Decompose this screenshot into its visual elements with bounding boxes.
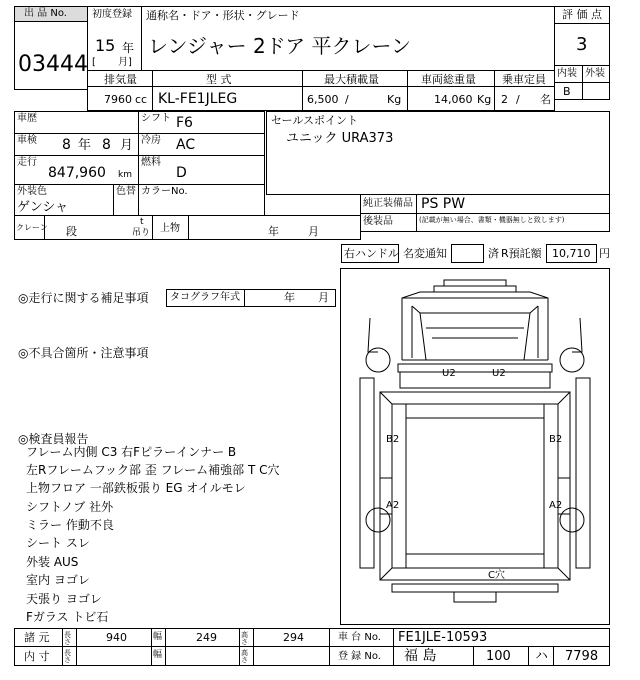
- dims-row: [14, 628, 610, 647]
- damage-mark-a2-left: A2: [386, 500, 400, 511]
- history-label: 車歴: [17, 113, 37, 124]
- interior-height-label: 高さ: [241, 649, 248, 664]
- capacity: 2: [501, 93, 508, 106]
- first-reg-month-open: [: [92, 57, 96, 68]
- first-reg-label: 初度登録: [92, 9, 132, 20]
- first-reg-year: 15: [95, 36, 116, 55]
- reg-kana: ハ: [535, 649, 549, 664]
- recycle-label: R預託額: [501, 247, 542, 260]
- capacity-unit: 名: [540, 93, 551, 106]
- displacement-label: 排気量: [104, 73, 137, 86]
- color-no-label: カラーNo.: [141, 186, 188, 197]
- recycle-amount: 10,710: [552, 247, 591, 260]
- interior-dims-row: [14, 646, 610, 666]
- max-load: 6,500: [307, 93, 339, 106]
- tacho-label: タコグラフ年式: [170, 292, 240, 303]
- inspection-label: 車検: [17, 135, 37, 146]
- ac-label: 冷房: [141, 135, 161, 146]
- damage-mark-c-hole: C穴: [488, 570, 505, 581]
- damage-mark-u2-left: U2: [442, 368, 456, 379]
- right-hand-label: 右ハンドル: [344, 247, 399, 260]
- report-line: 天張り ヨゴレ: [26, 592, 102, 606]
- interior-width-label: 幅: [153, 650, 163, 660]
- model-label: 通称名・ドア・形状・グレード: [146, 9, 300, 22]
- damage-mark-b2-left: B2: [386, 434, 400, 445]
- displacement-unit: cc: [135, 93, 148, 106]
- reg-number: 7798: [565, 649, 599, 664]
- capacity-sep: /: [516, 93, 520, 106]
- fuel-value: D: [176, 165, 187, 181]
- interior-length-label: 長さ: [64, 649, 71, 664]
- lot-no-label: 出 品 No.: [24, 8, 67, 19]
- bed-year-unit: 年: [268, 225, 279, 238]
- height-label: 高さ: [241, 631, 248, 646]
- interior-grade: B: [563, 85, 571, 98]
- length-value: 940: [106, 631, 127, 644]
- tacho-year-unit: 年: [284, 291, 295, 304]
- report-line: 室内 ヨゴレ: [26, 573, 90, 587]
- bed-label: 上物: [160, 223, 180, 234]
- type-label: 型 式: [206, 73, 232, 86]
- report-line: ミラー 作動不良: [26, 518, 114, 532]
- inspection-year: 8: [62, 137, 71, 153]
- width-label: 幅: [153, 632, 163, 642]
- sales-point-label: セールスポイント: [271, 114, 359, 127]
- color-value: ゲンシャ: [17, 200, 69, 215]
- shift-label: シフト: [141, 113, 171, 124]
- max-load-sep: /: [345, 93, 349, 106]
- shift-value: F6: [176, 115, 193, 131]
- capacity-label: 乗車定員: [502, 73, 546, 86]
- color-label: 外装色: [17, 186, 47, 197]
- model-type: KL-FE1JLEG: [158, 91, 238, 107]
- recycle-unit: 円: [599, 247, 610, 260]
- interior-dims-label: 内 寸: [24, 650, 50, 663]
- damage-mark-u2-right: U2: [492, 368, 506, 379]
- ac-value: AC: [176, 137, 196, 153]
- first-reg-year-unit: 年: [122, 41, 135, 55]
- gross-weight-unit: Kg: [477, 93, 492, 106]
- reg-label: 登 録 No.: [338, 651, 381, 662]
- dims-label: 諸 元: [24, 631, 50, 644]
- mileage-label: 走行: [17, 157, 37, 168]
- crane-stage: 段: [66, 225, 77, 238]
- report-line: 外装 AUS: [26, 555, 79, 569]
- width-value: 249: [196, 631, 217, 644]
- reg-class: 100: [486, 649, 511, 664]
- sales-point-value: ユニック URA373: [286, 131, 394, 146]
- gross-weight: 14,060: [434, 93, 473, 106]
- inspection-month-unit: 月: [120, 138, 134, 153]
- name-change-label: 名変通知: [403, 247, 447, 260]
- height-value: 294: [283, 631, 304, 644]
- crane-label: クレーン: [16, 223, 48, 232]
- report-line: シフトノブ 社外: [26, 500, 114, 514]
- lot-no: 03444: [18, 52, 88, 77]
- score-label: 評 価 点: [562, 8, 602, 21]
- aftermarket-note: (記載が無い場合、書類・機器無しと致します): [419, 216, 565, 224]
- report-line: Fガラス トビ石: [26, 610, 109, 624]
- vehicle-damage-diagram: [340, 268, 610, 625]
- factory-equip-value: PS PW: [421, 196, 466, 212]
- gross-weight-label: 車両総重量: [421, 73, 476, 86]
- crane-lift: 吊り: [132, 228, 151, 238]
- color-change-label: 色替: [116, 186, 136, 197]
- factory-equip-label: 純正装備品: [363, 198, 413, 209]
- report-line: 左Rフレームフック部 歪 フレーム補強部 T C穴: [26, 463, 280, 477]
- name-change-box: [451, 244, 484, 263]
- crane-ton: t: [140, 217, 144, 227]
- reg-place: 福 島: [404, 648, 437, 664]
- damage-mark-b2-right: B2: [549, 434, 563, 445]
- chassis-label: 車 台 No.: [338, 632, 381, 643]
- report-line: シート スレ: [26, 536, 90, 550]
- bed-cell: [152, 215, 361, 240]
- length-label: 長さ: [64, 631, 71, 646]
- inspector-report-label: ◎検査員報告: [18, 432, 89, 446]
- displacement: 7960: [104, 93, 132, 106]
- report-line: 上物フロア 一部鉄板張り EG オイルモレ: [26, 481, 246, 495]
- tacho-month-unit: 月: [318, 291, 329, 304]
- damage-mark-a2-right: A2: [549, 500, 563, 511]
- inspection-year-unit: 年: [78, 138, 92, 153]
- inspection-month: 8: [102, 137, 111, 153]
- exterior-label: 外装: [585, 68, 605, 79]
- driving-notes-label: ◎走行に関する補足事項: [18, 291, 149, 305]
- chassis-no: FE1JLE-10593: [398, 630, 488, 645]
- exterior-grade-cell: [582, 82, 610, 100]
- recycle-prefix: 済: [488, 247, 499, 260]
- aftermarket-label: 後装品: [363, 216, 393, 227]
- defects-label: ◎不具合箇所・注意事項: [18, 346, 149, 360]
- mileage-unit: km: [118, 170, 132, 180]
- max-load-unit: Kg: [387, 93, 402, 106]
- max-load-label: 最大積載量: [324, 73, 379, 86]
- specs-label-row: [87, 70, 555, 87]
- model-name: レンジャー 2ドア 平クレーン: [148, 34, 412, 58]
- interior-label: 内装: [557, 68, 577, 79]
- first-reg-month-close: 月]: [118, 57, 132, 68]
- report-line: フレーム内側 C3 右Fピラーインナー B: [26, 445, 237, 459]
- score: 3: [576, 34, 588, 55]
- mileage-value: 847,960: [48, 165, 106, 181]
- fuel-label: 燃料: [141, 157, 161, 168]
- bed-month-unit: 月: [308, 225, 319, 238]
